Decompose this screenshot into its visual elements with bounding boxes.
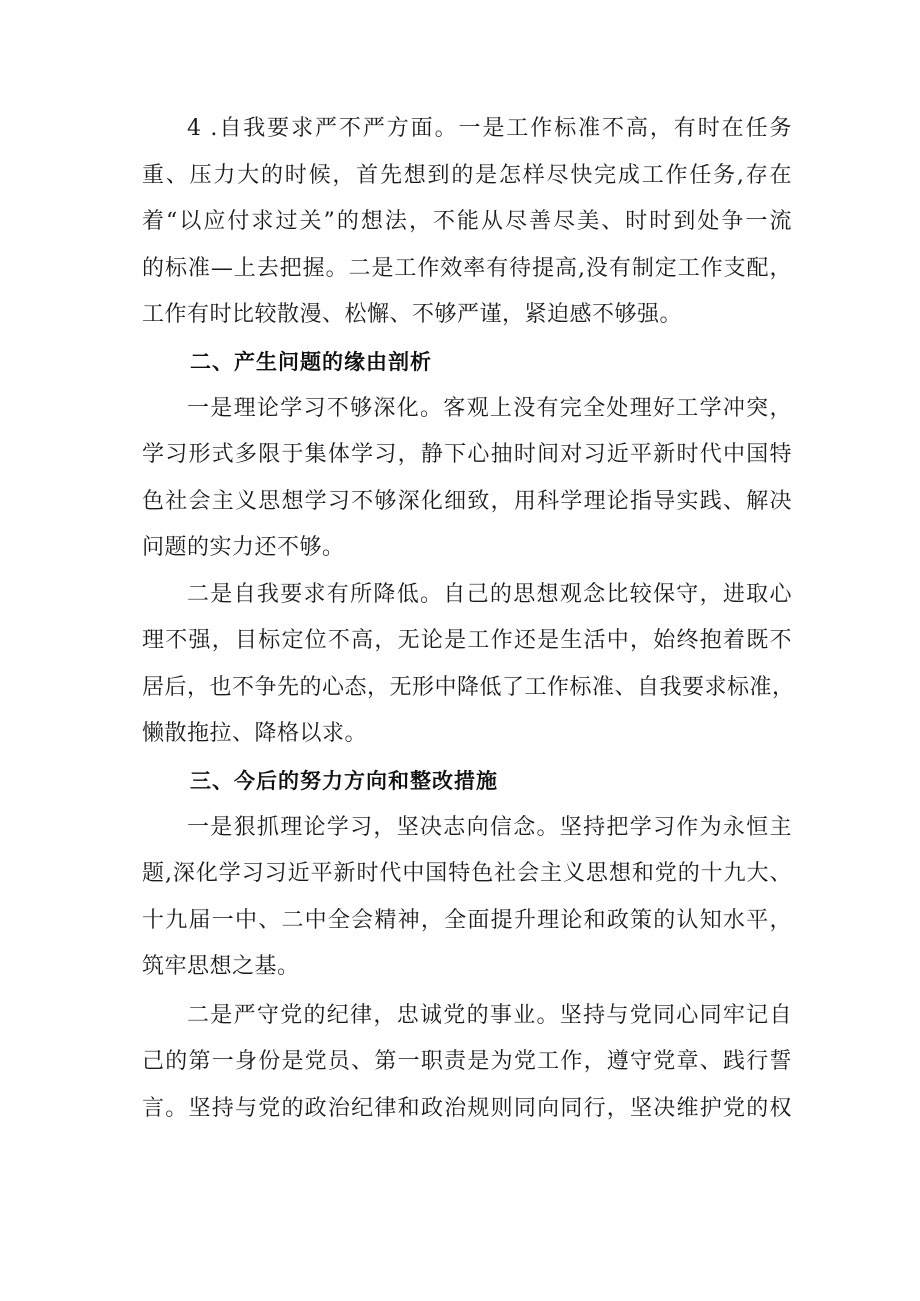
- text-line: 言。坚持与党的政治纪律和政治规则同向同行，坚决维护党的权: [142, 1095, 792, 1121]
- text-line: 己的第一身份是党员、第一职责是为党工作，遵守党章、践行誓: [142, 1049, 792, 1074]
- document-body: [142, 106, 795, 1132]
- text-line: 一是狠抓理论学习，坚决志向信念。坚持把学习作为永恒主: [187, 814, 792, 840]
- text-line: 重、压力大的时候，首先想到的是怎样尽快完成工作任务,存在: [142, 162, 792, 188]
- text-line: 问题的实力还不够。: [142, 535, 345, 560]
- text-line: 一是理论学习不够深化。客观上没有完全处理好工学冲突，: [187, 395, 792, 421]
- text-line: 题,深化学习习近平新时代中国特色社会主义思想和党的十九大、: [142, 861, 792, 886]
- paragraph-party-discipline: [142, 993, 792, 1133]
- text-line: 居后，也不争先的心态，无形中降低了工作标准、自我要求标准，: [142, 674, 795, 700]
- text-line: 筑牢思想之基。: [142, 954, 300, 979]
- section-heading-measures: 三、今后的努力方向和整改措施: [190, 768, 498, 793]
- text-line: 学习形式多限于集体学习，静下心抽时间对习近平新时代中国特: [142, 442, 792, 467]
- text-line: 懒散拖拉、降格以求。: [142, 721, 368, 746]
- text-line: 十九届一中、二中全会精神，全面提升理论和政策的认知水平，: [142, 907, 792, 933]
- text-line: 二是严守党的纪律，忠诚党的事业。坚持与党同心同牢记自: [187, 1002, 792, 1028]
- section-heading-causes: 二、产生问题的缘由剖析: [190, 349, 432, 374]
- paragraph-self-requirement: [142, 106, 792, 339]
- text-line: 4 .自我要求严不严方面。一是工作标准不高，有时在任务: [187, 116, 792, 141]
- text-line: 的标准—上去把握。二是工作效率有待提高,没有制定工作支配，: [142, 255, 792, 281]
- text-line: 理不强，目标定位不高，无论是工作还是生活中，始终抱着既不: [142, 628, 792, 653]
- paragraph-theory-study: [142, 386, 792, 572]
- text-line: 色社会主义思想学习不够深化细致，用科学理论指导实践、解决: [142, 488, 792, 514]
- text-line: 着“以应付求过关”的想法，不能从尽善尽美、时时到处争一流: [142, 209, 792, 234]
- paragraph-theory-focus: [142, 805, 792, 991]
- text-line: 工作有时比较散漫、松懈、不够严谨，紧迫感不够强。: [142, 302, 683, 327]
- paragraph-self-requirement-lowered: [142, 572, 795, 758]
- text-line: 二是自我要求有所降低。自己的思想观念比较保守，进取心: [187, 581, 792, 607]
